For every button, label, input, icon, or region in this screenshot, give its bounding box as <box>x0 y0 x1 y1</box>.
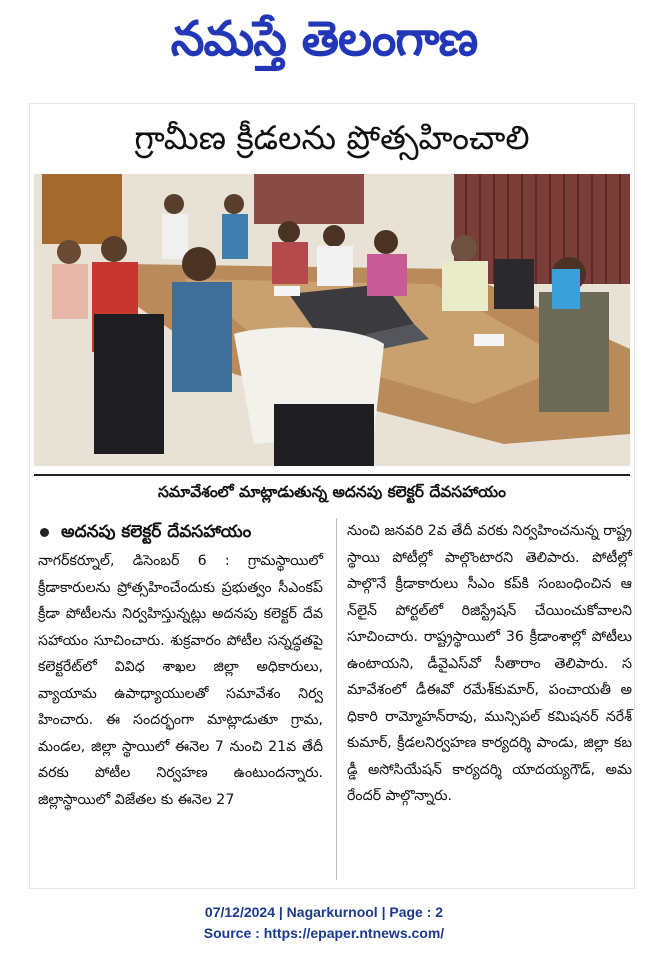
meeting-photo <box>34 174 630 466</box>
article-body-right: నుంచి జనవరి 2వ తేదీ వరకు నిర్వహించనున్న రాష్ట్రస్థాయి పోటీల్లో పాల్గొంటారని తెలిపారు. పోటీల్లో పాల్గొనే క్రీడాకారులు సీఎం కప్‌కి సంబంధించిన ఆ న్‌లైన్ పోర్టల్‌లో రిజిస్ట్రేషన్ చేయించుకోవాలని సూచించారు. రాష్ట్రస్థాయిలో 36 క్రీడాంశాల్లో పోటీలు ఉంటాయని, డీవైఎస్‌వో సీతారాం తెలిపారు. సమావేశంలో డీఈవో రమేశ్‌కుమార్, పంచాయతీ అధికారి రామ్మోహన్‌రావు, మున్సిపల్ కమిషనర్ నరేశ్ కుమార్, క్రీడలనిర్వహణ కార్యదర్శి పాండు, జిల్లా కబడ్డీ అసోసియేషన్ కార్యదర్శి యాదయ్యగౌడ్, అమరేందర్ పాల్గొన్నారు. <box>347 523 632 804</box>
bullet-icon <box>40 528 49 537</box>
footer-source-link[interactable]: Source : https://epaper.ntnews.com/ <box>203 925 445 941</box>
article-body-left: నాగర్‌కర్నూల్, డిసెంబర్ 6 : గ్రామస్థాయిలో క్రీడాకారులను ప్రోత్సహించేందుకు ప్రభుత్వం సీఎంకప్ క్రీడా పోటీలను నిర్వహిస్తున్నట్లు అదనపు కలెక్టర్ దేవసహాయం సూచించారు. శుక్రవారం పోటీల సన్నద్ధతపై కలెక్టరేట్‌లో వివిధ శాఖల జిల్లా అధికారులు, వ్యాయామ ఉపాధ్యాయులతో సమావేశం నిర్వహించారు. ఈ సందర్భంగా మాట్లాడుతూ గ్రామ, మండల, జిల్లా స్థాయిలో ఈనెల 7 నుంచి 21వ తేదీ వరకు పోటీల నిర్వహణ ఉంటుందన్నారు. జిల్లాస్థాయిలో విజేతల కు ఈనెల 27 <box>38 553 323 808</box>
news-clipping <box>30 104 634 888</box>
article-column-left <box>38 518 323 813</box>
footer-edition-info: 07/12/2024 | Nagarkurnool | Page : 2 <box>204 904 444 920</box>
article-column-right <box>347 518 632 810</box>
photo-caption: సమావేశంలో మాట్లాడుతున్న అదనపు కలెక్టర్ దేవసహాయం <box>158 483 506 501</box>
newspaper-masthead: నమస్తే తెలంగాణ <box>170 11 478 67</box>
article-byline <box>38 518 323 546</box>
article-headline: గ్రామీణ క్రీడలను ప్రోత్సహించాలి <box>134 118 530 157</box>
column-divider <box>336 518 337 880</box>
byline-text: అదనపు కలెక్టర్ దేవసహాయం <box>61 522 252 542</box>
page-footer <box>0 902 648 944</box>
